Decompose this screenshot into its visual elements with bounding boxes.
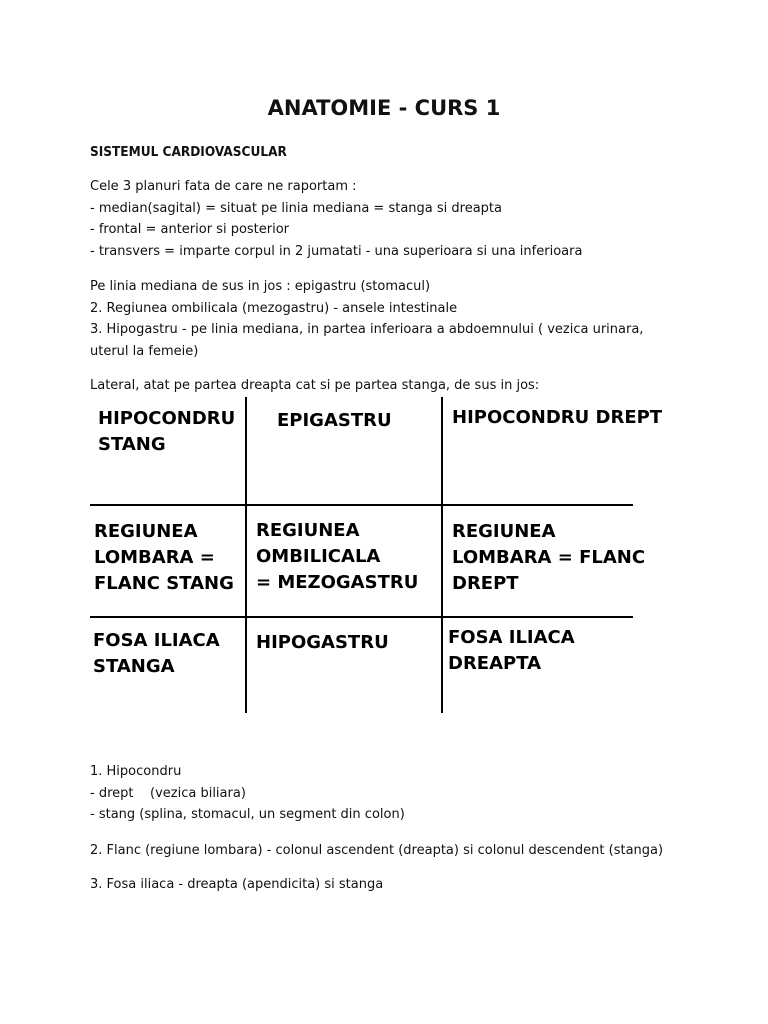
- region-label-line: FOSA ILIACA: [93, 630, 220, 651]
- grid-horizontal-line: [90, 504, 633, 506]
- region-label-line: DREAPTA: [448, 653, 542, 674]
- region-label-line: REGIUNEA: [94, 521, 198, 542]
- region-fosa-iliaca-stanga: [93, 628, 220, 680]
- page-title: ANATOMIE - CURS 1: [267, 96, 501, 120]
- text-line: - stang (splina, stomacul, un segment din colon): [90, 807, 405, 822]
- text-line: Cele 3 planuri fata de care ne raportam :: [90, 179, 357, 194]
- region-label-line: LOMBARA = FLANC: [452, 547, 646, 568]
- text-line: - transvers = imparte corpul in 2 jumatati - una superioara si una inferioara: [90, 243, 583, 259]
- section-heading: SISTEMUL CARDIOVASCULAR: [90, 144, 287, 160]
- region-label-line: = MEZOGASTRU: [256, 572, 419, 593]
- region-label-line: HIPOCONDRU: [98, 408, 236, 429]
- grid-vertical-line: [441, 397, 443, 713]
- region-label-line: FLANC STANG: [94, 573, 234, 594]
- region-ombilicala: [256, 518, 418, 596]
- region-label-line: STANG: [98, 434, 166, 455]
- text-line: 2. Regiunea ombilicala (mezogastru) - ansele intestinale: [90, 300, 458, 316]
- text-line: Pe linia mediana de sus in jos : epigastru (stomacul): [90, 279, 431, 294]
- region-label-line: OMBILICALA: [256, 546, 381, 567]
- region-lombara-drept: [452, 519, 645, 597]
- flank-paragraph: [90, 840, 690, 862]
- median-line-paragraph: [90, 276, 690, 362]
- region-label-line: STANGA: [93, 656, 175, 677]
- iliac-fossa-paragraph: [90, 874, 690, 896]
- region-label-line: LOMBARA =: [94, 547, 215, 568]
- text-line: 1. Hipocondru: [90, 764, 182, 779]
- region-lombara-stang: [94, 519, 234, 597]
- text-line: 3. Hipogastru - pe linia mediana, in partea inferioara a abdoemnului ( vezica urinara, uterul la femeie): [90, 322, 644, 359]
- lateral-paragraph: [90, 375, 690, 397]
- region-fosa-iliaca-dreapta: [448, 625, 575, 677]
- region-hipogastru: [256, 630, 389, 656]
- region-label-line: HIPOCONDRU DREPT: [452, 407, 663, 428]
- region-hipocondru-stang: [98, 406, 235, 458]
- text-line: - median(sagital) = situat pe linia mediana = stanga si dreapta: [90, 200, 502, 216]
- text-line: 2. Flanc (regiune lombara) - colonul ascendent (dreapta) si colonul descendent (stanga): [90, 843, 664, 858]
- planes-paragraph: [90, 176, 690, 262]
- text-line: 3. Fosa iliaca - dreapta (apendicita) si stanga: [90, 877, 384, 892]
- text-line: Lateral, atat pe partea dreapta cat si pe partea stanga, de sus in jos:: [90, 378, 540, 393]
- region-label-line: DREPT: [452, 573, 519, 594]
- region-label-line: REGIUNEA: [452, 521, 556, 542]
- region-epigastru: [277, 408, 392, 434]
- region-hipocondru-drept: [452, 405, 662, 431]
- region-label-line: HIPOGASTRU: [256, 632, 389, 653]
- grid-horizontal-line: [90, 616, 633, 618]
- region-label-line: EPIGASTRU: [277, 410, 392, 431]
- text-line: - frontal = anterior si posterior: [90, 222, 290, 237]
- region-label-line: REGIUNEA: [256, 520, 360, 541]
- region-label-line: FOSA ILIACA: [448, 627, 575, 648]
- grid-vertical-line: [245, 397, 247, 713]
- hypochondrium-paragraph: [90, 761, 690, 826]
- text-line: - drept (vezica biliara): [90, 785, 246, 801]
